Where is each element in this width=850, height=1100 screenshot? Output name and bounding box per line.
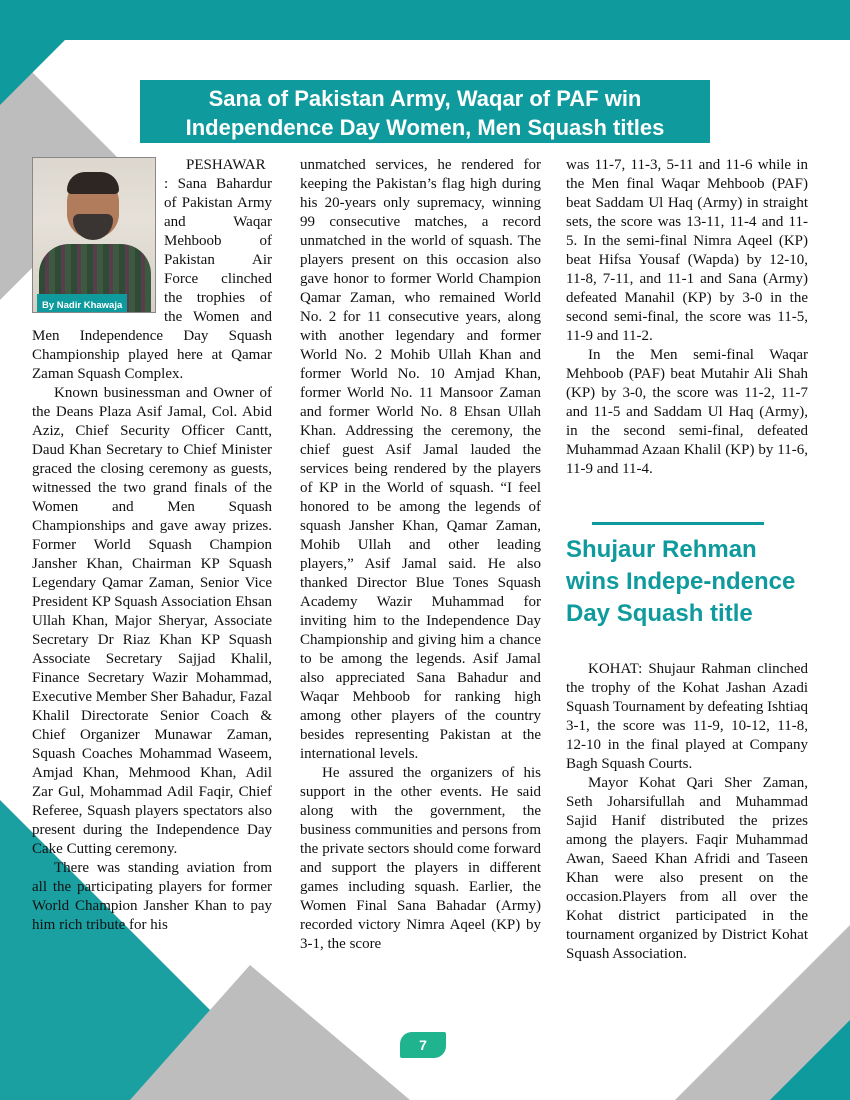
decor-triangle-bottom — [130, 965, 410, 1100]
decor-triangle-corner — [770, 1020, 850, 1100]
article-column-2 — [300, 156, 541, 954]
paragraph: unmatched services, he rendered for keeping the Pakistan’s flag high during his 20-years only supremacy, winning 99 consecutive matches, a record unmatched in the world of squash. The players present on this occasion also gave honor to former World Champion Qamar Zaman, who remained World No. 2 for 11 consecutive years, along with another legendary and former World No. 2 Mohib Ullah Khan and former World No. 10 Amjad Khan, former World No. 11 Mansoor Zaman and former World No. 8 Ehsan Ullah Khan. Addressing the ceremony, the chief guest Asif Jamal lauded the services being rendered by the players of KP in the World of squash. “I feel honored to be among the legends of squash Jansher Khan, Qamar Zaman, Mohib Ullah and other leading players,” Asif Jamal said. He also thanked Director Blue Tones Squash Academy Wazir Muhammad for inviting him to the Independence Day Championship and giving him a chance to be among the legends. Asif Jamal also appreciated Sana Bahadur and Waqar Mehboob for ranking high among other players of the country besides representing Pakistan at the international levels. — [300, 157, 541, 762]
article-column-1 — [32, 156, 272, 935]
paragraph: He assured the organizers of his support in the other events. He said along with the government, the business communities and persons from the private sectors should come forward and support the players in different games including squash. Earlier, the Women Final Sana Bahadar (Army) recorded victory Nimra Aqeel (KP) by 3-1, the score — [300, 765, 541, 952]
headline-line-1: Sana of Pakistan Army, Waqar of PAF win — [208, 86, 642, 111]
paragraph: PESHAWAR : Sana Bahardur of Pakistan Army and Waqar Mehboob of Pakistan Air Force clinched the trophies of the Women and Men Independence Day Squash Championship played here at Qamar Zaman Squash Complex. — [32, 157, 272, 382]
paragraph: There was standing aviation from all the participating players for former World Champion Jansher Khan to pay him rich tribute for his — [32, 860, 272, 933]
headline-line-2: Independence Day Women, Men Squash titles — [185, 115, 665, 140]
paragraph: was 11-7, 11-3, 5-11 and 11-6 while in the Men final Waqar Mehboob (PAF) beat Saddam Ul Haq (Army) in straight sets, the score was 13-11, 11-4 and 11-5. In the semi-final Nimra Aqeel (KP) beat Hifsa Yousaf (Wapda) by 12-10, 11-8, 7-11, and 11-1 and Sana (Army) defeated Manahil (KP) by 3-0 in the second semi-final, the score was 11-5, 11-9 and 11-2. — [566, 157, 808, 344]
author-photo — [32, 157, 156, 313]
photo-caption: By Nadir Khawaja — [37, 294, 127, 313]
paragraph: In the Men semi-final Waqar Mehboob (PAF) beat Mutahir Ali Shah (KP) by 3-0, the score was 11-2, 11-7 and 11-5 and Saddam Ul Haq (Army), in the second semi-final, defeated Muhammad Azaan Khalil (KP) by 11-6, 11-9 and 11-4. — [566, 347, 808, 477]
top-banner — [0, 0, 850, 40]
article-headline — [140, 80, 710, 143]
second-article-headline: Shujaur Rehman wins Indepe-ndence Day Squash title — [566, 536, 796, 627]
page-number: 7 — [400, 1032, 446, 1058]
paragraph: Mayor Kohat Qari Sher Zaman, Seth Joharsifullah and Muhammad Sajid Hanif distributed the prizes among the players. Faqir Muhammad Awan, Saeed Khan Afridi and Taseen Khan were also present on the occasion.Players from all over the Kohat district participated in the tournament organized by District Kohat Squash Association. — [566, 775, 808, 962]
article-column-3 — [566, 156, 808, 479]
second-article-body — [566, 660, 808, 964]
paragraph: Known businessman and Owner of the Deans Plaza Asif Jamal, Col. Abid Aziz, Chief Security Officer Cantt, Daud Khan Secretary to Chief Minister graced the closing ceremony as guests, witnessed the two grand finals of the Women and Men Squash Championships and gave away prizes. Former World Squash Champion Jansher Khan, Chairman KP Squash Legendary Qamar Zaman, Senior Vice President KP Squash Association Ehsan Ullah Khan, Major Sheryar, Associate Secretary Dr Riaz Khan KP Squash Associate Secretary Sajjad Khalil, Finance Secretary Wazir Mohammad, Executive Member Sher Bahadur, Fazal Khalil Directorate Senior Coach & Chief Organizer Munawar Zaman, Squash Coaches Mohammad Waseem, Amjad Khan, Mehmood Khan, Adil Zar Gul, Mohammad Adil Faqir, Chief Referee, Squash players spectators also present during the Independence Day Cake Cutting ceremony. — [32, 385, 272, 857]
decor-triangle-top — [0, 40, 65, 105]
section-divider — [592, 522, 764, 525]
paragraph: KOHAT: Shujaur Rahman clinched the trophy of the Kohat Jashan Azadi Squash Tournament by defeating Ishtiaq 3-1, the score was 11-9, 10-12, 11-8, 12-10 in the final played at Company Bagh Squash Courts. — [566, 661, 808, 772]
